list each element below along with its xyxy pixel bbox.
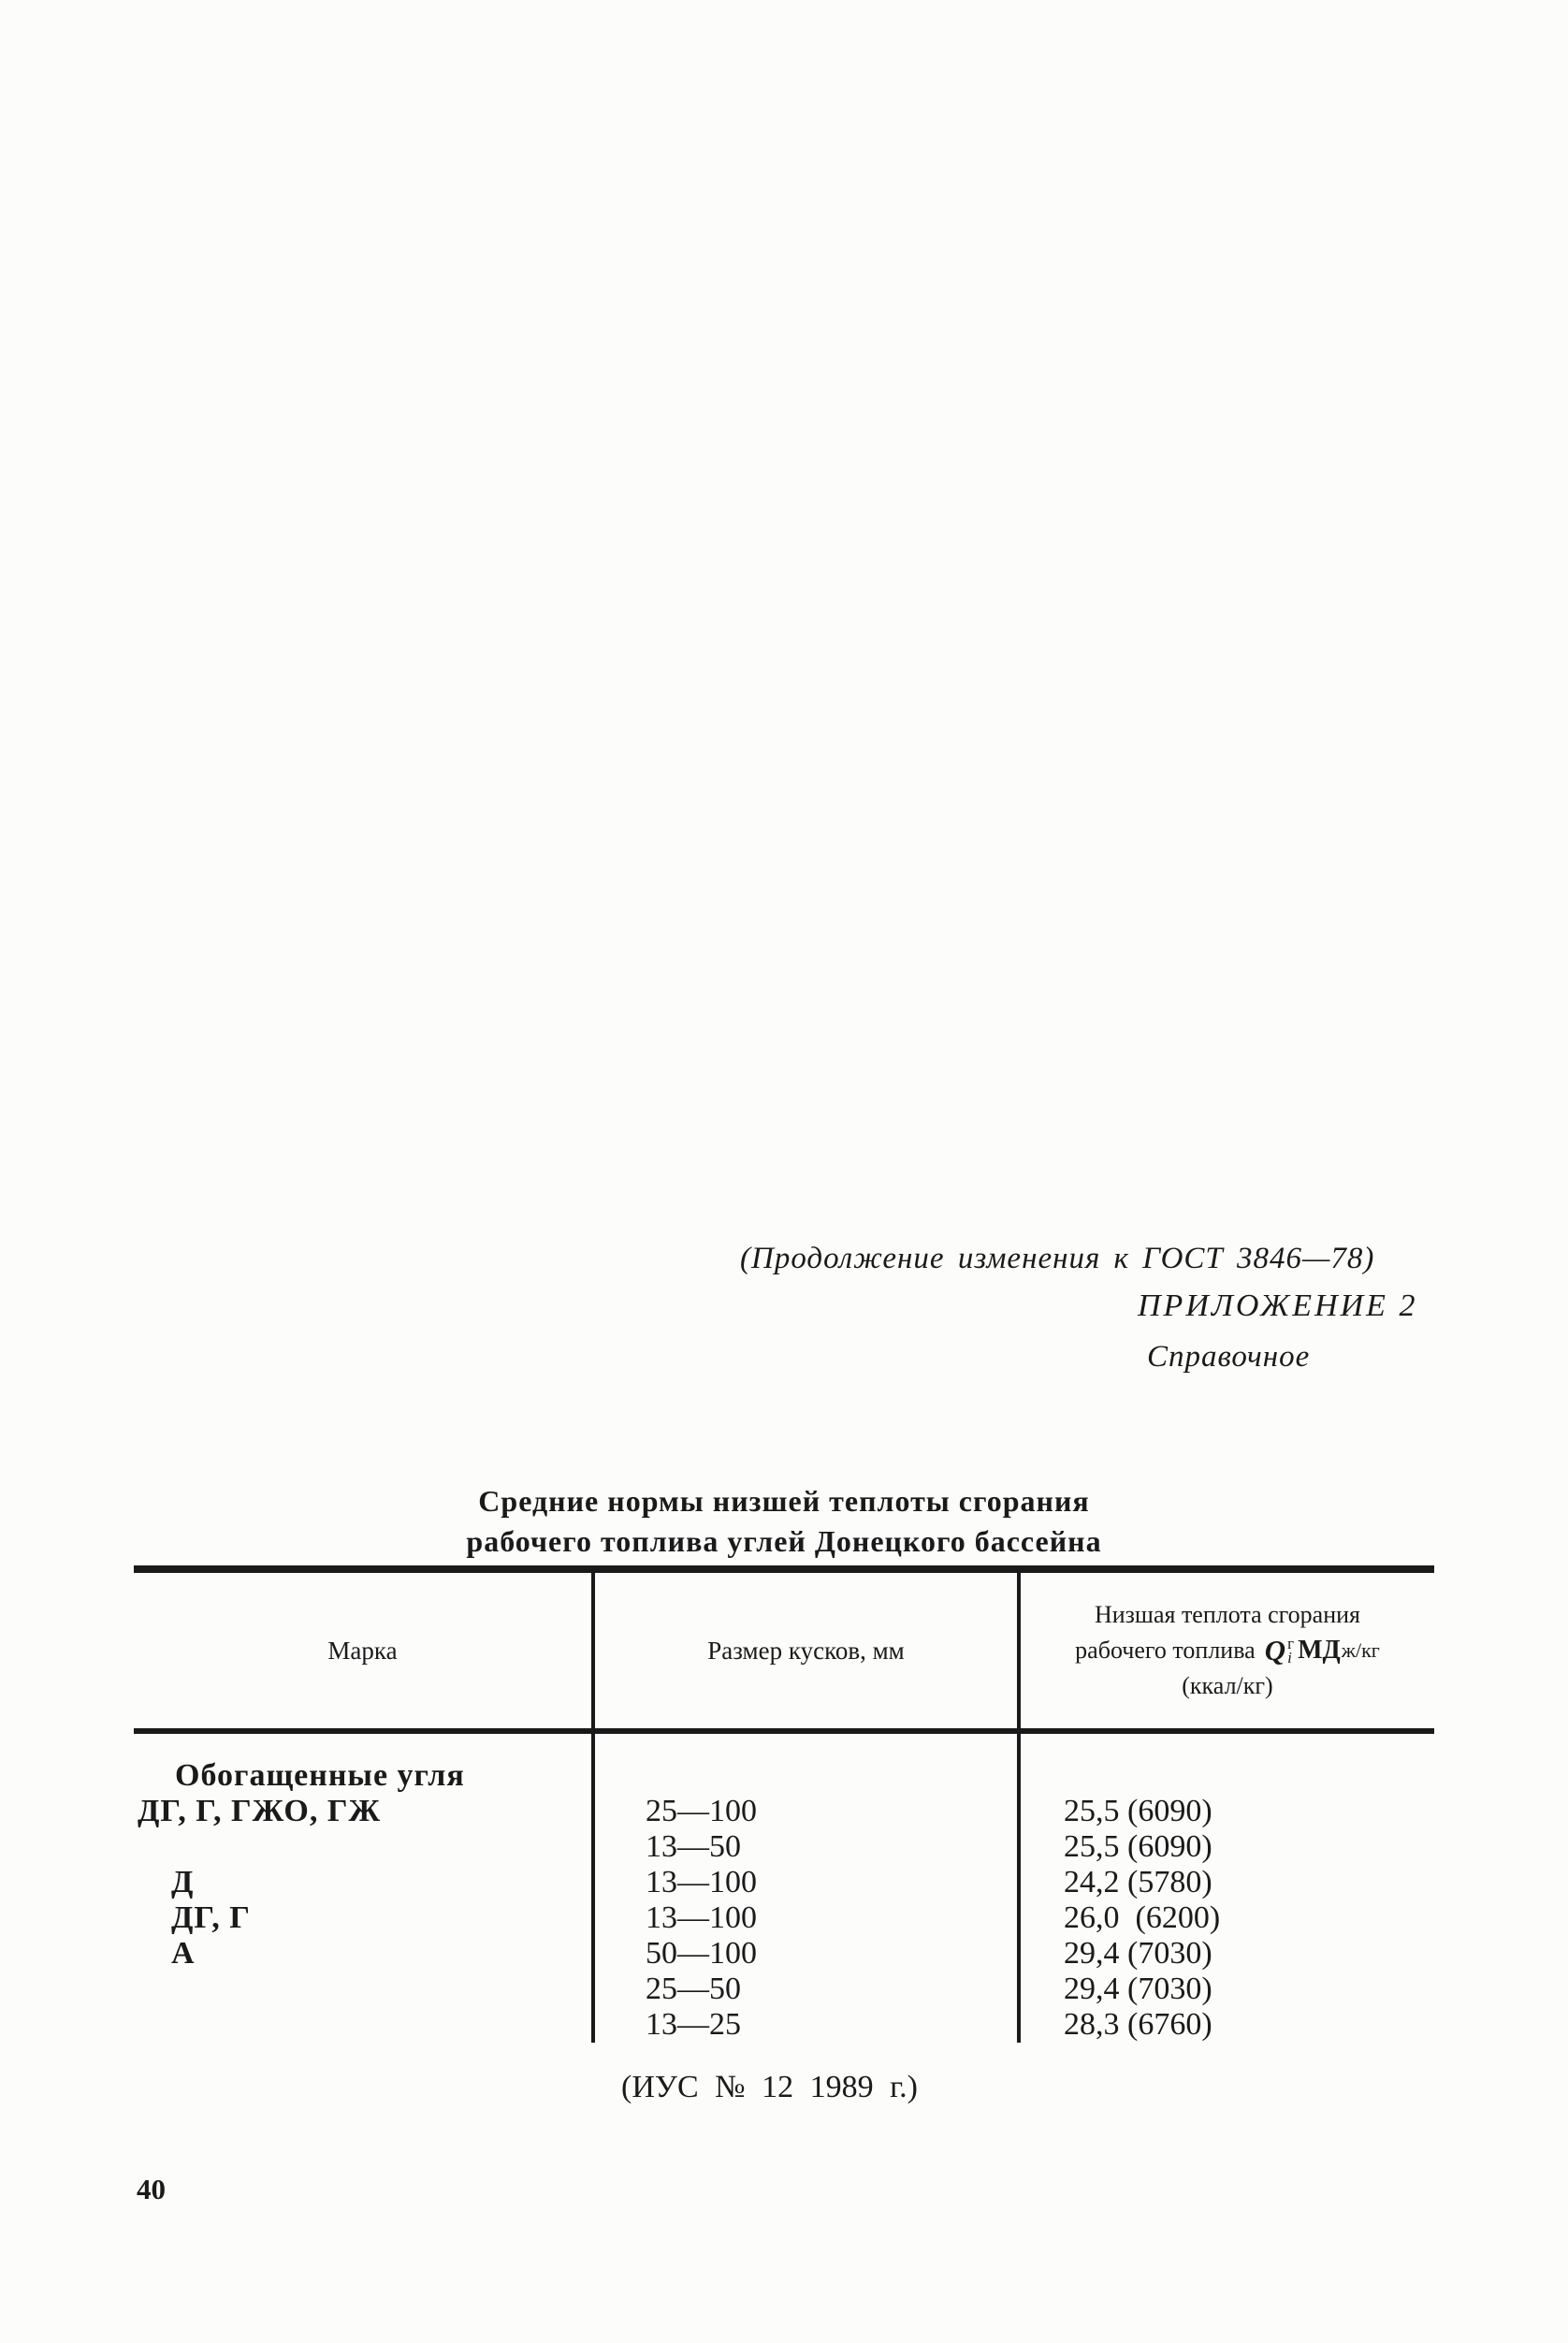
value-cell: 25,5 (6090)	[1064, 1794, 1212, 1828]
table-group-row	[134, 1758, 1434, 1794]
table-row	[134, 1794, 1434, 1829]
table-row	[134, 1865, 1434, 1900]
table-body	[134, 1734, 1434, 2043]
mark-cell: А	[134, 1936, 595, 1972]
spacer-cell	[1021, 1734, 1434, 1758]
table-row	[134, 2007, 1434, 2043]
table-header-row	[134, 1565, 1434, 1734]
q-scripts	[1287, 1637, 1294, 1665]
value-cell: 29,4 (7030)	[1064, 1972, 1212, 2006]
size-cell: 25—50	[595, 1972, 1021, 2007]
group-label: Обогащенные угля	[134, 1758, 595, 1794]
value-cell: 25,5 (6090)	[1064, 1829, 1212, 1864]
mark-cell: Д	[134, 1865, 595, 1900]
table-title-line-2: рабочего топлива углей Донецкого бассейна	[466, 1524, 1102, 1558]
heat-header-formula	[1075, 1633, 1380, 1668]
header-cell-size	[595, 1573, 1021, 1728]
value-cell: 26,0 (6200)	[1064, 1900, 1221, 1935]
table-row	[134, 1829, 1434, 1865]
table-body-spacer-row	[134, 1734, 1434, 1758]
value-cell: 29,4 (7030)	[1064, 1936, 1212, 1971]
heat-formula-prefix: рабочего топлива	[1075, 1637, 1256, 1664]
size-cell: 25—100	[595, 1794, 1021, 1829]
table-title-line-1: Средние нормы низшей теплоты сгорания	[478, 1484, 1090, 1518]
q-superscript: г	[1287, 1635, 1295, 1652]
size-cell: 13—25	[595, 2007, 1021, 2043]
header-cell-heat	[1021, 1573, 1434, 1728]
heat-header-line3: (ккал/кг)	[1182, 1672, 1273, 1699]
table-title	[0, 1481, 1568, 1562]
heat-header-line1: Низшая теплота сгорания	[1094, 1601, 1361, 1628]
appendix-type-label: Справочное	[1147, 1340, 1311, 1374]
table-row	[134, 1972, 1434, 2007]
size-cell	[595, 1758, 1021, 1794]
header-cell-mark	[134, 1573, 595, 1728]
mark-cell: ДГ, Г	[134, 1900, 595, 1936]
spacer-cell	[134, 1734, 595, 1758]
value-cell: 28,3 (6760)	[1064, 2007, 1212, 2042]
q-subscript: i	[1287, 1649, 1292, 1666]
heat-values-table	[134, 1565, 1434, 2043]
spacer-cell	[595, 1734, 1021, 1758]
mark-cell: ДГ, Г, ГЖО, ГЖ	[134, 1794, 595, 1829]
ius-source-note: (ИУС № 12 1989 г.)	[621, 2070, 918, 2104]
heat-unit-bold: МД	[1298, 1636, 1341, 1665]
value-cell	[1021, 1758, 1434, 1794]
heat-unit-rest: ж/кг	[1341, 1638, 1380, 1662]
size-cell: 13—100	[595, 1865, 1021, 1900]
size-cell: 50—100	[595, 1936, 1021, 1972]
size-cell: 13—100	[595, 1900, 1021, 1936]
table-row	[134, 1936, 1434, 1972]
value-cell: 24,2 (5780)	[1064, 1865, 1212, 1899]
q-letter: Q	[1264, 1634, 1286, 1666]
mark-cell	[134, 1829, 595, 1865]
header-size-label: Размер кусков, мм	[707, 1636, 905, 1665]
q-symbol	[1265, 1633, 1294, 1668]
size-cell: 13—50	[595, 1829, 1021, 1865]
page-number: 40	[137, 2173, 166, 2205]
header-mark-label: Марка	[327, 1636, 398, 1665]
appendix-continuation-note: (Продолжение изменения к ГОСТ 3846—78)	[740, 1242, 1375, 1275]
table-row	[134, 1900, 1434, 1936]
mark-cell	[134, 1972, 595, 2007]
mark-cell	[134, 2007, 595, 2043]
appendix-label: ПРИЛОЖЕНИЕ 2	[1138, 1288, 1418, 1323]
